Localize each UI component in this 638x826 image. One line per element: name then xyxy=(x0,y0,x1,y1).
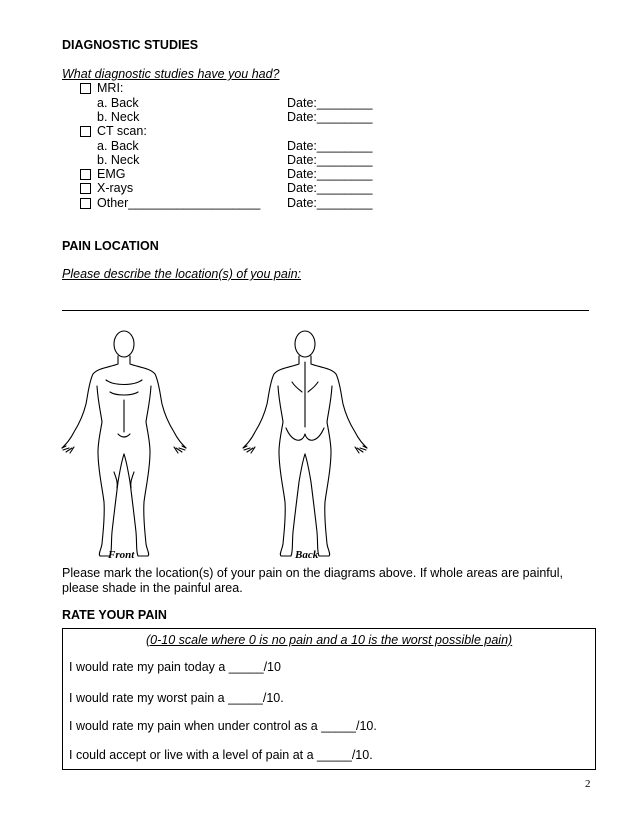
emg-checkbox[interactable] xyxy=(80,169,91,180)
body-diagram[interactable] xyxy=(60,322,390,562)
mri-label: MRI: xyxy=(97,81,124,95)
pain-location-prompt: Please describe the location(s) of you pain: xyxy=(62,267,302,281)
pain-instructions-line2: please shade in the painful area. xyxy=(62,581,243,595)
rate-pain-heading: RATE YOUR PAIN xyxy=(62,608,167,622)
emg-date[interactable]: Date:________ xyxy=(287,167,373,181)
diagnostic-question: What diagnostic studies have you had? xyxy=(62,67,280,81)
back-body-figure[interactable] xyxy=(243,331,367,556)
mri-back-date[interactable]: Date:________ xyxy=(287,96,373,110)
ct-checkbox[interactable] xyxy=(80,126,91,137)
xrays-label: X-rays xyxy=(97,181,134,195)
ct-back-date[interactable]: Date:________ xyxy=(287,139,373,153)
xrays-date[interactable]: Date:________ xyxy=(287,181,373,195)
mri-checkbox[interactable] xyxy=(80,83,91,94)
other-field[interactable]: Other___________________ xyxy=(97,196,261,210)
pain-controlled-field[interactable]: I would rate my pain when under control as a _____/10. xyxy=(69,719,377,733)
mri-back-label: a. Back xyxy=(97,96,139,110)
pain-worst-field[interactable]: I would rate my worst pain a _____/10. xyxy=(69,691,284,705)
ct-back-label: a. Back xyxy=(97,139,139,153)
page-number: 2 xyxy=(585,778,591,790)
mri-neck-label: b. Neck xyxy=(97,110,140,124)
emg-label: EMG xyxy=(97,167,126,181)
pain-accept-field[interactable]: I could accept or live with a level of pain at a _____/10. xyxy=(69,748,373,762)
other-date[interactable]: Date:________ xyxy=(287,196,373,210)
front-caption: Front xyxy=(108,549,135,561)
ct-neck-label: b. Neck xyxy=(97,153,140,167)
other-checkbox[interactable] xyxy=(80,198,91,209)
back-caption: Back xyxy=(295,549,319,561)
pain-instructions-line1: Please mark the location(s) of your pain on the diagrams above. If whole areas are painful, xyxy=(62,566,563,580)
ct-neck-date[interactable]: Date:________ xyxy=(287,153,373,167)
xrays-checkbox[interactable] xyxy=(80,183,91,194)
diagnostic-heading: DIAGNOSTIC STUDIES xyxy=(62,38,199,52)
front-body-figure[interactable] xyxy=(62,331,186,556)
pain-location-heading: PAIN LOCATION xyxy=(62,239,159,253)
pain-scale-note: (0-10 scale where 0 is no pain and a 10 is the worst possible pain) xyxy=(146,633,513,647)
pain-description-line[interactable] xyxy=(62,310,589,311)
mri-neck-date[interactable]: Date:________ xyxy=(287,110,373,124)
ct-label: CT scan: xyxy=(97,124,147,138)
pain-today-field[interactable]: I would rate my pain today a _____/10 xyxy=(69,660,281,674)
